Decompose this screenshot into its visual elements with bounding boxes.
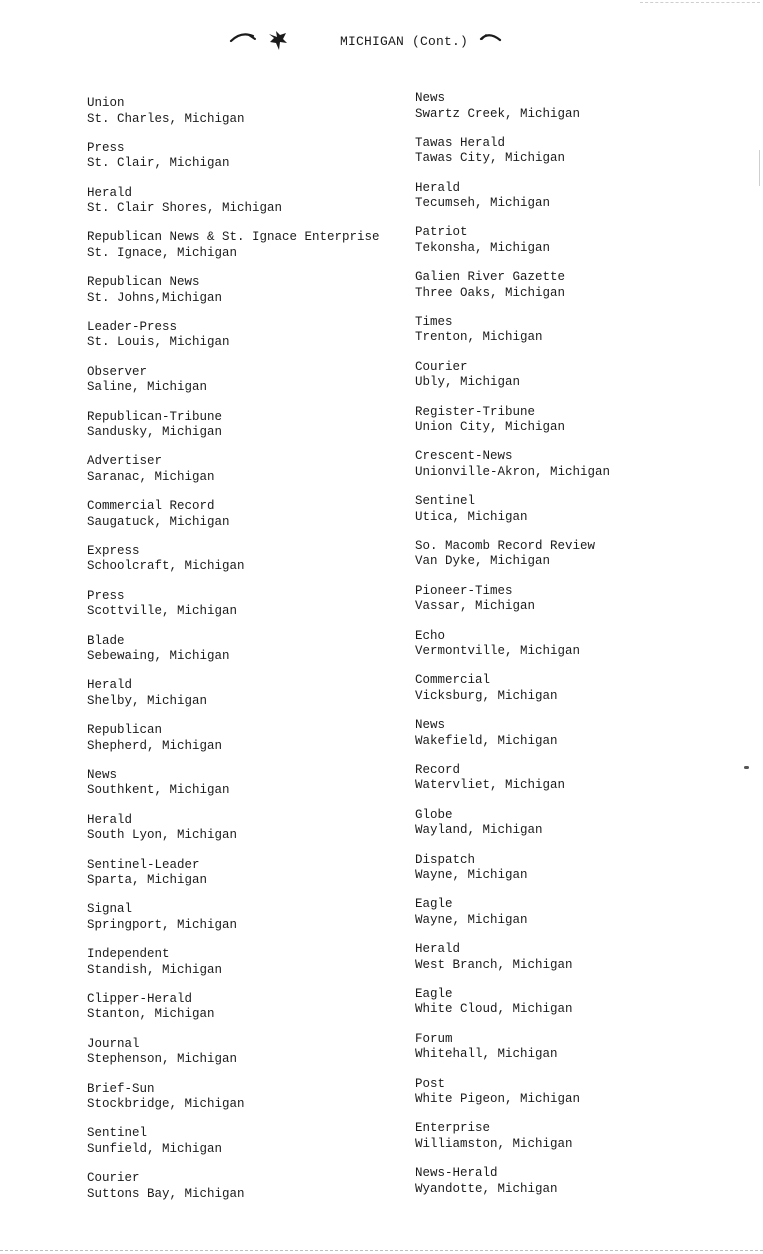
newspaper-name: Globe <box>415 807 453 822</box>
newspaper-entry <box>87 992 407 1037</box>
newspaper-entry <box>415 942 745 987</box>
newspaper-location: Vicksburg, Michigan <box>415 688 558 703</box>
newspaper-entry <box>87 589 407 634</box>
ornament-right-icon <box>479 30 503 44</box>
newspaper-entry <box>87 499 407 544</box>
newspaper-name: Signal <box>87 902 133 917</box>
newspaper-entry <box>87 141 407 186</box>
ornament-left-icon <box>229 30 257 44</box>
newspaper-name: Commercial Record <box>87 499 215 514</box>
newspaper-name: Courier <box>87 1171 140 1186</box>
newspaper-entry <box>415 360 745 405</box>
newspaper-name: Blade <box>87 633 125 648</box>
newspaper-name: Journal <box>87 1036 140 1051</box>
newspaper-entry <box>87 96 407 141</box>
newspaper-location: Springport, Michigan <box>87 917 238 932</box>
newspaper-name: Union <box>87 96 125 110</box>
newspaper-entry <box>87 947 407 992</box>
newspaper-entry <box>415 539 745 584</box>
newspaper-entry <box>415 1166 745 1211</box>
newspaper-entry <box>87 902 407 947</box>
newspaper-name: Sentinel <box>87 1126 148 1141</box>
newspaper-location: Wayne, Michigan <box>415 868 528 883</box>
left-column-listing <box>87 96 407 1216</box>
newspaper-location: Van Dyke, Michigan <box>415 554 551 569</box>
newspaper-name: Commercial <box>415 673 491 688</box>
newspaper-entry <box>415 987 745 1032</box>
newspaper-location: Unionville-Akron, Michigan <box>415 464 611 479</box>
newspaper-location: Utica, Michigan <box>415 509 528 524</box>
newspaper-name: Press <box>87 588 125 603</box>
newspaper-location: St. Louis, Michigan <box>87 335 230 350</box>
newspaper-entry <box>87 1126 407 1171</box>
newspaper-entry <box>87 544 407 589</box>
newspaper-name: Record <box>415 762 461 777</box>
margin-mark <box>759 150 760 186</box>
newspaper-location: Scottville, Michigan <box>87 604 238 619</box>
newspaper-entry <box>415 405 745 450</box>
newspaper-entry <box>415 91 745 136</box>
newspaper-location: Wakefield, Michigan <box>415 733 558 748</box>
newspaper-location: Stephenson, Michigan <box>87 1052 238 1067</box>
newspaper-entry <box>87 1082 407 1127</box>
newspaper-name: Herald <box>87 185 133 200</box>
newspaper-entry <box>415 225 745 270</box>
newspaper-location: Vermontville, Michigan <box>415 644 581 659</box>
newspaper-name: Tawas Herald <box>415 135 506 150</box>
newspaper-location: St. Charles, Michigan <box>87 111 245 126</box>
newspaper-location: St. Clair Shores, Michigan <box>87 201 283 216</box>
newspaper-name: Republican News & St. Ignace Enterprise <box>87 230 380 245</box>
newspaper-location: White Cloud, Michigan <box>415 1002 573 1017</box>
newspaper-entry <box>87 858 407 903</box>
newspaper-location: Whitehall, Michigan <box>415 1047 558 1062</box>
newspaper-location: Tekonsha, Michigan <box>415 240 551 255</box>
newspaper-name: Clipper-Herald <box>87 991 193 1006</box>
newspaper-location: Saranac, Michigan <box>87 469 215 484</box>
newspaper-name: Times <box>415 314 453 329</box>
newspaper-name: Pioneer-Times <box>415 583 513 598</box>
newspaper-name: Republican News <box>87 275 200 290</box>
newspaper-entry <box>415 270 745 315</box>
newspaper-location: Saugatuck, Michigan <box>87 514 230 529</box>
newspaper-name: Brief-Sun <box>87 1081 155 1096</box>
newspaper-location: St. Clair, Michigan <box>87 156 230 171</box>
newspaper-entry <box>87 1037 407 1082</box>
newspaper-name: Eagle <box>415 897 453 912</box>
newspaper-location: Wayne, Michigan <box>415 912 528 927</box>
newspaper-name: Courier <box>415 359 468 374</box>
newspaper-entry <box>415 808 745 853</box>
newspaper-location: Southkent, Michigan <box>87 783 230 798</box>
newspaper-location: St. Johns,Michigan <box>87 290 223 305</box>
newspaper-location: Swartz Creek, Michigan <box>415 106 581 121</box>
page-header <box>0 30 763 54</box>
newspaper-location: Standish, Michigan <box>87 962 223 977</box>
newspaper-location: Trenton, Michigan <box>415 330 543 345</box>
newspaper-entry <box>415 449 745 494</box>
newspaper-location: Tecumseh, Michigan <box>415 196 551 211</box>
newspaper-entry <box>87 634 407 679</box>
newspaper-entry <box>87 813 407 858</box>
newspaper-name: Herald <box>415 180 461 195</box>
newspaper-entry <box>87 723 407 768</box>
newspaper-location: Wayland, Michigan <box>415 823 543 838</box>
right-column-listing <box>415 91 745 1211</box>
newspaper-location: Williamston, Michigan <box>415 1136 573 1151</box>
newspaper-name: Register-Tribune <box>415 404 536 419</box>
newspaper-location: Sebewaing, Michigan <box>87 649 230 664</box>
newspaper-entry <box>415 1032 745 1077</box>
newspaper-name: Patriot <box>415 225 468 240</box>
newspaper-name: Sentinel-Leader <box>87 857 200 872</box>
newspaper-name: Sentinel <box>415 494 476 509</box>
newspaper-location: Stockbridge, Michigan <box>87 1097 245 1112</box>
newspaper-location: Tawas City, Michigan <box>415 151 566 166</box>
newspaper-entry <box>415 584 745 629</box>
newspaper-location: Schoolcraft, Michigan <box>87 559 245 574</box>
newspaper-location: Suttons Bay, Michigan <box>87 1186 245 1201</box>
newspaper-name: Leader-Press <box>87 319 178 334</box>
newspaper-location: Ubly, Michigan <box>415 375 521 390</box>
newspaper-location: Saline, Michigan <box>87 380 208 395</box>
newspaper-entry <box>415 1077 745 1122</box>
newspaper-entry <box>415 494 745 539</box>
newspaper-name: Eagle <box>415 986 453 1001</box>
newspaper-entry <box>87 768 407 813</box>
newspaper-entry <box>415 136 745 181</box>
newspaper-location: Wyandotte, Michigan <box>415 1181 558 1196</box>
newspaper-location: Three Oaks, Michigan <box>415 285 566 300</box>
newspaper-name: Galien River Gazette <box>415 270 566 285</box>
newspaper-entry <box>87 186 407 231</box>
newspaper-entry <box>415 315 745 360</box>
newspaper-name: Post <box>415 1076 446 1091</box>
newspaper-name: Enterprise <box>415 1121 491 1136</box>
newspaper-location: Sandusky, Michigan <box>87 425 223 440</box>
ornament-hand-icon <box>265 28 291 52</box>
newspaper-entry <box>87 1171 407 1216</box>
newspaper-name: Republican-Tribune <box>87 409 223 424</box>
newspaper-location: Vassar, Michigan <box>415 599 536 614</box>
newspaper-name: Echo <box>415 628 446 643</box>
newspaper-location: Sparta, Michigan <box>87 873 208 888</box>
newspaper-location: South Lyon, Michigan <box>87 828 238 843</box>
newspaper-entry <box>87 454 407 499</box>
newspaper-name: News <box>87 767 118 782</box>
newspaper-entry <box>415 718 745 763</box>
newspaper-location: White Pigeon, Michigan <box>415 1092 581 1107</box>
newspaper-entry <box>415 853 745 898</box>
newspaper-name: Express <box>87 543 140 558</box>
bottom-edge-mark <box>0 1250 763 1251</box>
newspaper-name: Crescent-News <box>415 449 513 464</box>
newspaper-name: Press <box>87 140 125 155</box>
newspaper-name: News-Herald <box>415 1166 498 1181</box>
newspaper-name: Dispatch <box>415 852 476 867</box>
newspaper-location: Stanton, Michigan <box>87 1007 215 1022</box>
newspaper-entry <box>415 1121 745 1166</box>
newspaper-entry <box>87 275 407 320</box>
newspaper-location: Shepherd, Michigan <box>87 738 223 753</box>
newspaper-entry <box>87 365 407 410</box>
newspaper-name: Forum <box>415 1031 453 1046</box>
newspaper-name: Herald <box>87 812 133 827</box>
newspaper-location: Union City, Michigan <box>415 420 566 435</box>
newspaper-entry <box>415 181 745 226</box>
newspaper-name: Independent <box>87 947 170 962</box>
newspaper-location: Watervliet, Michigan <box>415 778 566 793</box>
newspaper-name: So. Macomb Record Review <box>415 538 596 553</box>
page-title: MICHIGAN (Cont.) <box>340 34 469 49</box>
newspaper-entry <box>415 763 745 808</box>
newspaper-location: West Branch, Michigan <box>415 957 573 972</box>
newspaper-name: Advertiser <box>87 454 163 469</box>
top-edge-mark <box>640 2 760 3</box>
newspaper-name: Observer <box>87 364 148 379</box>
newspaper-entry <box>87 678 407 723</box>
newspaper-entry <box>87 230 407 275</box>
newspaper-name: Herald <box>87 678 133 693</box>
newspaper-entry <box>87 320 407 365</box>
newspaper-location: Sunfield, Michigan <box>87 1141 223 1156</box>
newspaper-entry <box>415 897 745 942</box>
newspaper-name: News <box>415 91 446 105</box>
newspaper-name: Herald <box>415 942 461 957</box>
newspaper-location: St. Ignace, Michigan <box>87 245 238 260</box>
newspaper-entry <box>415 629 745 674</box>
newspaper-entry <box>415 673 745 718</box>
newspaper-entry <box>87 410 407 455</box>
newspaper-name: News <box>415 718 446 733</box>
newspaper-name: Republican <box>87 723 163 738</box>
newspaper-location: Shelby, Michigan <box>87 693 208 708</box>
